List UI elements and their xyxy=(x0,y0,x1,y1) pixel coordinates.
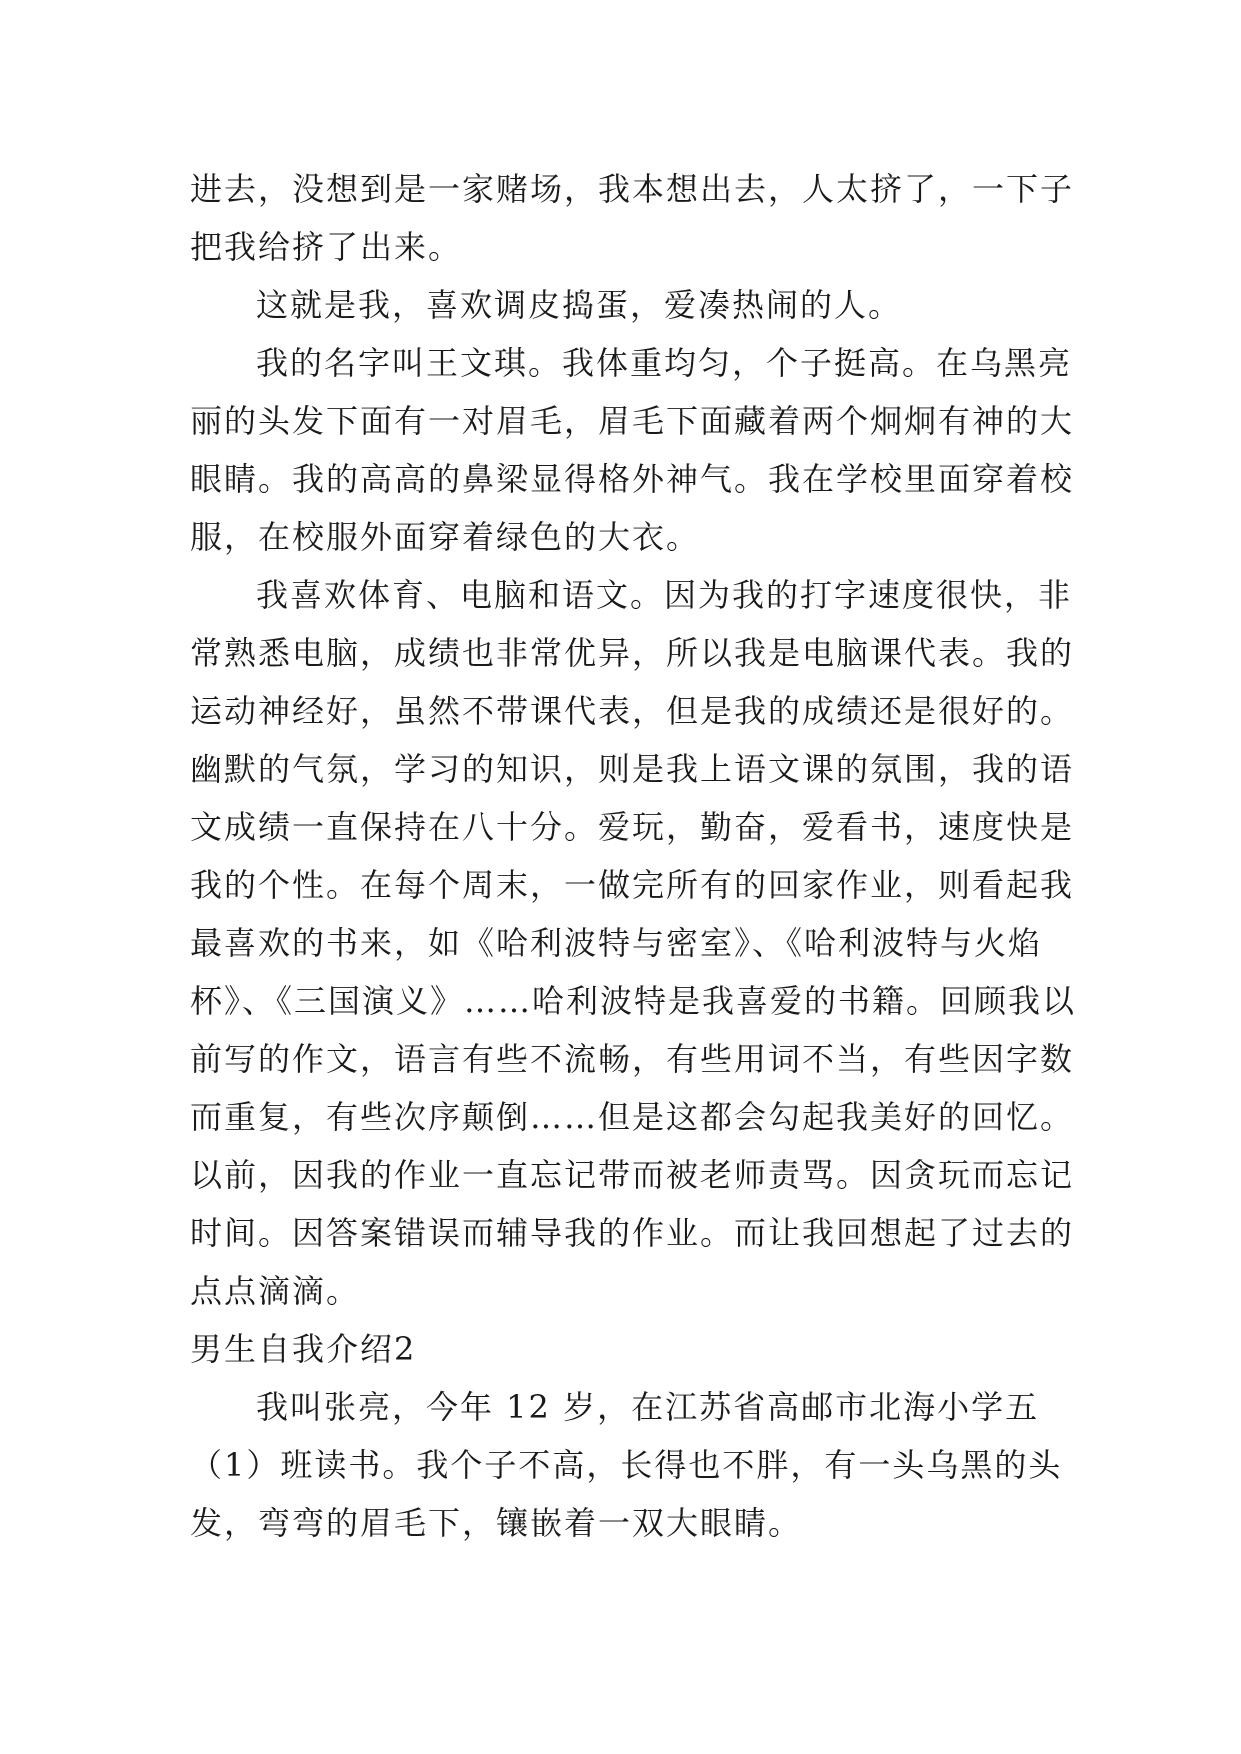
paragraph-first-line: 我喜欢体育、电脑和语文。因为我的打字速度很快，非 xyxy=(256,576,1073,614)
paragraph-first-line: 我的名字叫王文琪。我体重均匀，个子挺高。在乌黑亮 xyxy=(256,344,1073,382)
body-line: 运动神经好，虽然不带课代表，但是我的成绩还是很好的。 xyxy=(190,692,1075,730)
body-line: 进去，没想到是一家赌场，我本想出去，人太挤了，一下子 xyxy=(190,170,1075,208)
body-line: 以前，因我的作业一直忘记带而被老师责骂。因贪玩而忘记 xyxy=(190,1156,1075,1194)
paragraph-first-line: 这就是我，喜欢调皮捣蛋，爱凑热闹的人。 xyxy=(256,286,903,324)
body-line: 我的个性。在每个周末，一做完所有的回家作业，则看起我 xyxy=(190,866,1075,904)
body-line: （1）班读书。我个子不高，长得也不胖，有一头乌黑的头 xyxy=(190,1446,1063,1484)
body-line: 丽的头发下面有一对眉毛，眉毛下面藏着两个炯炯有神的大 xyxy=(190,402,1075,440)
body-line: 发，弯弯的眉毛下，镶嵌着一双大眼睛。 xyxy=(190,1504,803,1542)
body-line: 而重复，有些次序颠倒……但是这都会勾起我美好的回忆。 xyxy=(190,1098,1075,1136)
body-line: 服，在校服外面穿着绿色的大衣。 xyxy=(190,518,701,556)
body-line: 点点滴滴。 xyxy=(190,1272,361,1310)
body-line: 最喜欢的书来，如《哈利波特与密室》、《哈利波特与火焰 xyxy=(190,924,1043,962)
body-line: 文成绩一直保持在八十分。爱玩，勤奋，爱看书，速度快是 xyxy=(190,808,1075,846)
body-line: 常熟悉电脑，成绩也非常优异，所以我是电脑课代表。我的 xyxy=(190,634,1075,672)
body-line: 前写的作文，语言有些不流畅，有些用词不当，有些因字数 xyxy=(190,1040,1075,1078)
body-line: 把我给挤了出来。 xyxy=(190,228,463,266)
document-body xyxy=(190,160,1077,1552)
section-heading: 男生自我介绍2 xyxy=(190,1330,417,1368)
body-line: 时间。因答案错误而辅导我的作业。而让我回想起了过去的 xyxy=(190,1214,1075,1252)
body-line: 幽默的气氛，学习的知识，则是我上语文课的氛围，我的语 xyxy=(190,750,1075,788)
body-line: 眼睛。我的高高的鼻梁显得格外神气。我在学校里面穿着校 xyxy=(190,460,1075,498)
paragraph-first-line: 我叫张亮，今年 12 岁，在江苏省高邮市北海小学五 xyxy=(256,1388,1040,1426)
body-line: 杯》、《三国演义》……哈利波特是我喜爱的书籍。回顾我以 xyxy=(190,982,1077,1020)
